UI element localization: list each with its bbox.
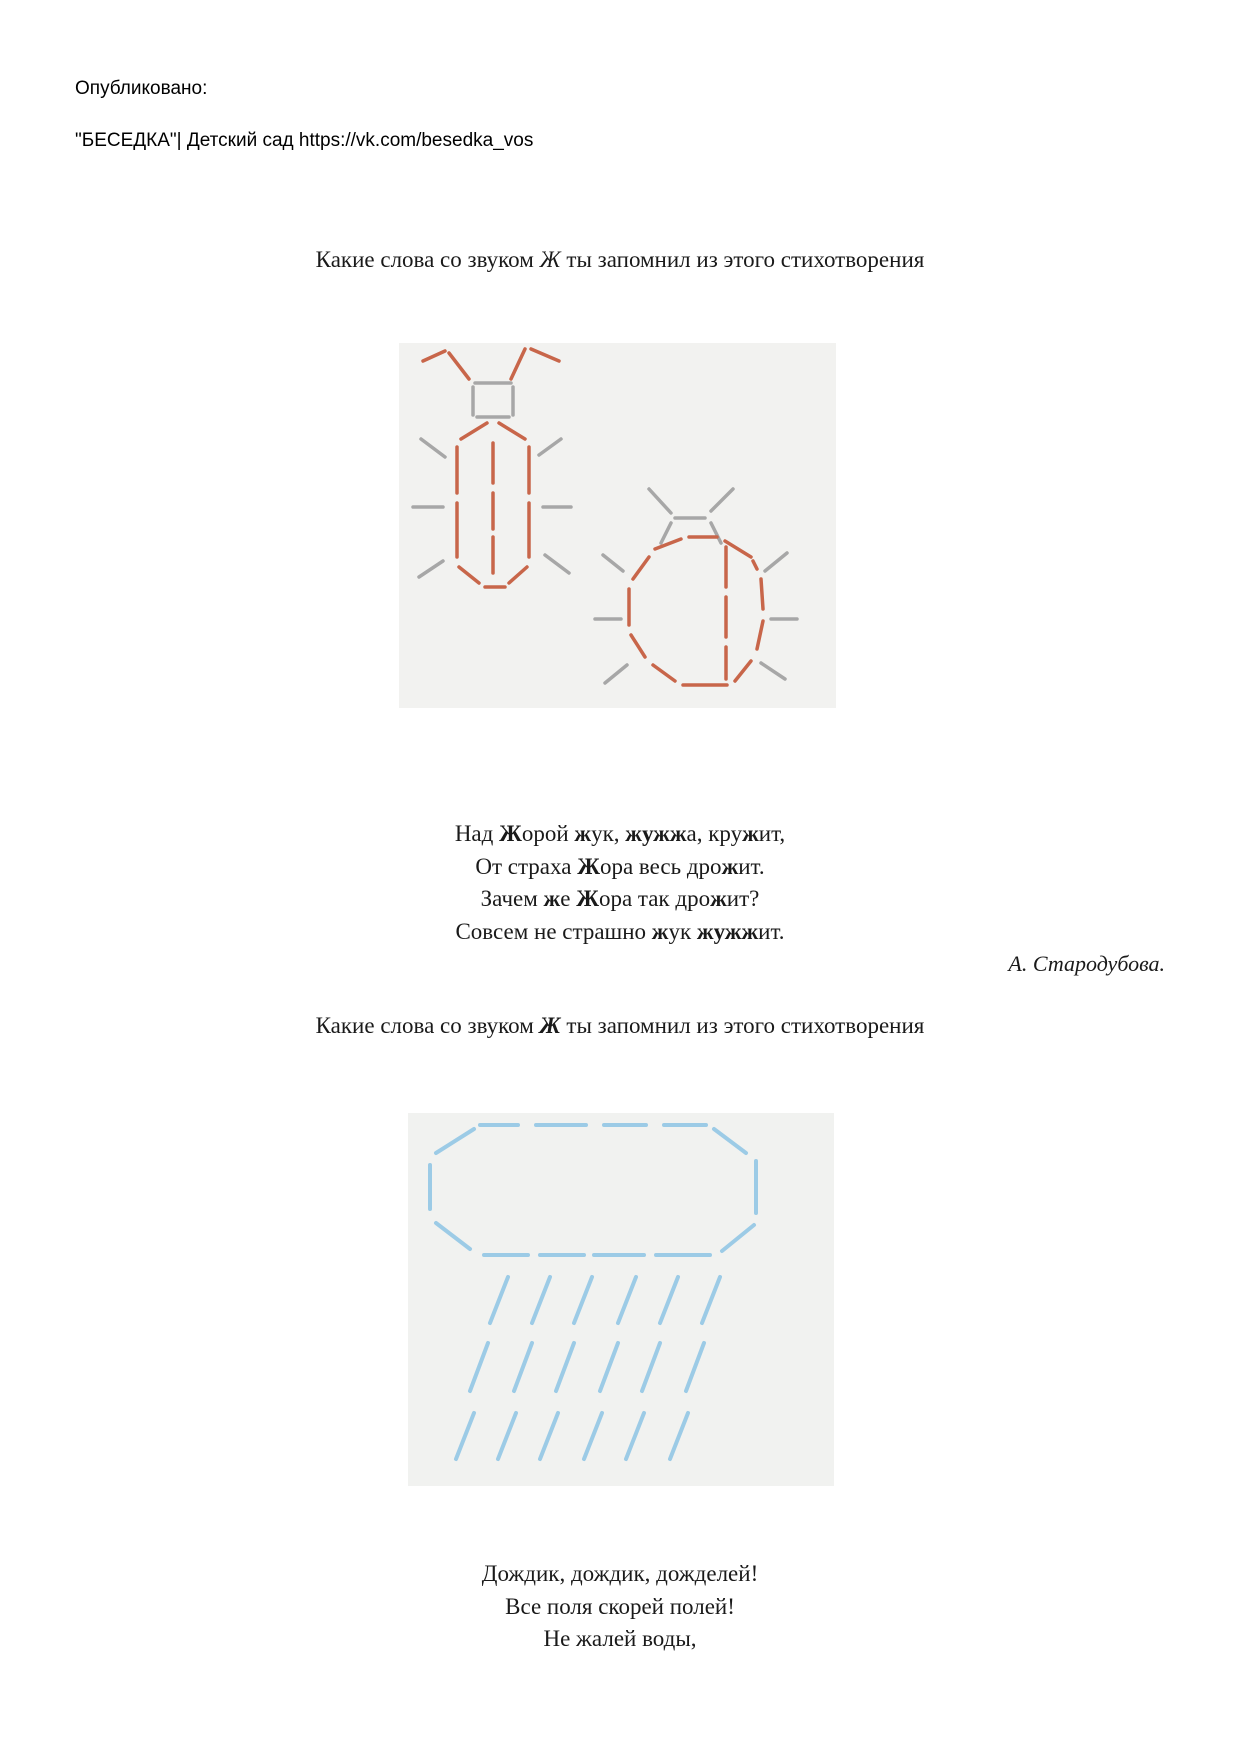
highlighted-letters: ж [710, 886, 727, 911]
question-1-after: ты запомнил из этого стихотворения [560, 247, 925, 272]
poem-text: ук, [591, 821, 626, 846]
poem-text: ора так дро [598, 886, 711, 911]
highlighted-letters: Ж [577, 853, 600, 879]
highlighted-letters: ж [742, 821, 759, 846]
poem-text: Над [454, 821, 500, 846]
poem-text: Совсем не страшно [455, 918, 652, 944]
beetle-1-head [473, 383, 513, 417]
highlighted-letters: ж [574, 821, 592, 846]
poem-1-line [0, 851, 1240, 884]
question-1-letter: Ж [539, 247, 561, 272]
poem-text: ит. [738, 853, 765, 879]
poem-1-line [0, 916, 1240, 949]
highlighted-letters: жужж [696, 918, 759, 944]
question-1 [0, 247, 1240, 273]
rain-cloud-drawing [408, 1113, 834, 1486]
beetle-2-antennae [649, 489, 733, 543]
rain-drops [456, 1277, 720, 1459]
question-2-letter: Ж [539, 1013, 561, 1038]
poem-2-line: Не жалей воды, [543, 1626, 697, 1651]
beetle-1-body [457, 423, 529, 587]
poem-text: орой [521, 821, 575, 846]
beetles-drawing [399, 343, 836, 708]
beetle-2-shell [629, 537, 763, 685]
poem-text: ук [668, 918, 697, 944]
question-2-after: ты запомнил из этого стихотворения [560, 1013, 925, 1038]
question-1-before: Какие слова со звуком [315, 247, 540, 272]
poem-1-line [0, 883, 1240, 916]
poem-text: е [560, 886, 577, 911]
cloud-outline [430, 1125, 756, 1255]
poem-2 [0, 1558, 1240, 1656]
poem-2-line: Дождик, дождик, дожделей! [481, 1561, 759, 1586]
poem-text: ит? [726, 886, 760, 911]
highlighted-letters: ж [721, 853, 739, 879]
source-line: "БЕСЕДКА"| Детский сад https://vk.com/besedka_vos [75, 130, 534, 151]
beetles-picture [399, 343, 836, 708]
highlighted-letters: ж [543, 886, 561, 911]
highlighted-letters: Ж [576, 886, 599, 911]
beetle-1-antennae [423, 349, 559, 379]
poem-text: Зачем [480, 886, 544, 911]
published-label: Опубликовано: [75, 78, 208, 99]
rain-cloud-picture [408, 1113, 834, 1486]
poem-2-line: Все поля скорей полей! [505, 1593, 735, 1619]
poem-text: ора весь дро [599, 853, 722, 879]
poem-text: ит, [758, 821, 786, 846]
question-2 [0, 1013, 1240, 1039]
question-2-before: Какие слова со звуком [315, 1013, 540, 1038]
poem-1 [0, 818, 1240, 948]
poem-text: а, кру [686, 821, 743, 846]
poem-1-author: А. Стародубова. [1008, 951, 1165, 976]
poem-1-line [0, 818, 1240, 851]
beetle-2-legs [595, 553, 797, 683]
poem-text: От страха [475, 853, 578, 879]
highlighted-letters: жужж [625, 821, 687, 846]
highlighted-letters: ж [651, 918, 669, 944]
poem-text: ит. [758, 918, 785, 944]
highlighted-letters: Ж [499, 821, 522, 846]
